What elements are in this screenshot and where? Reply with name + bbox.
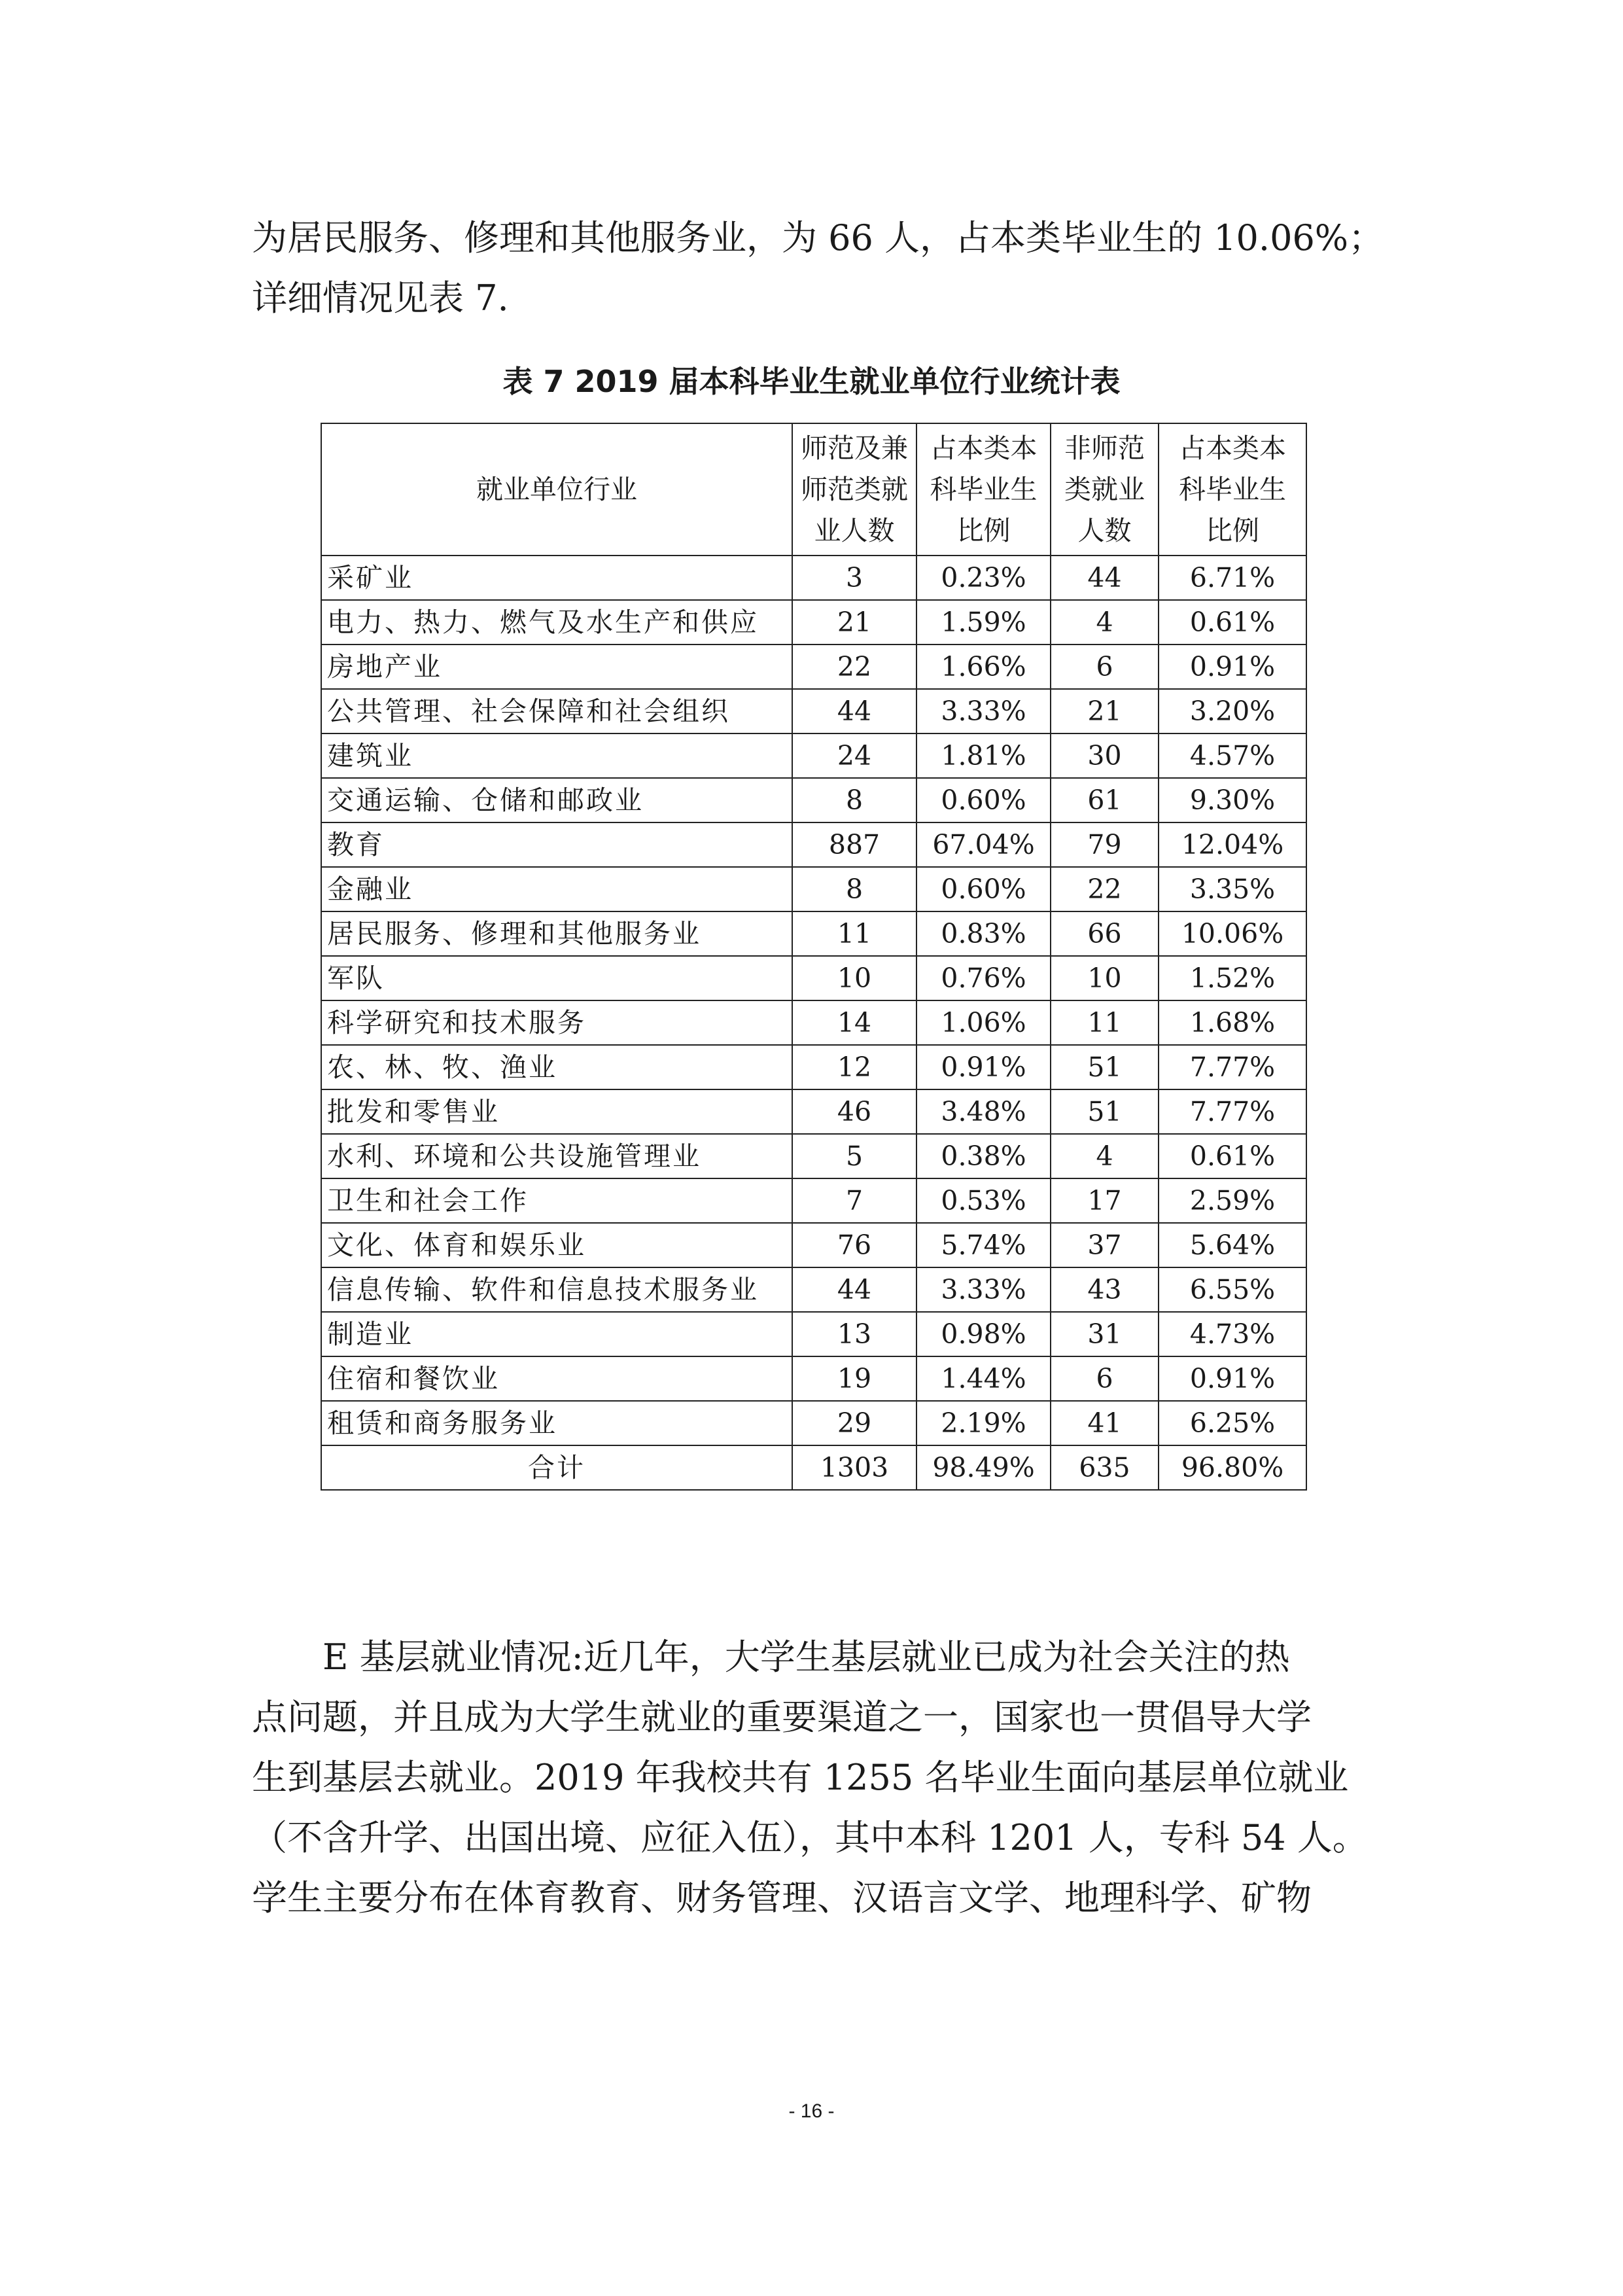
- non-normal-percentage-cell: 4.57%: [1159, 733, 1306, 778]
- normal-count-cell: 44: [792, 689, 916, 733]
- normal-percentage-cell: 3.33%: [916, 1267, 1051, 1312]
- industry-cell: 科学研究和技术服务: [321, 1000, 792, 1045]
- table-row: [321, 556, 1306, 600]
- total-row: [321, 1445, 1306, 1490]
- normal-percentage-cell: 1.59%: [916, 600, 1051, 645]
- table-row: [321, 1134, 1306, 1178]
- non-normal-percentage-cell: 6.71%: [1159, 556, 1306, 600]
- header-normal-percentage: 占本类本 科毕业生 比例: [916, 423, 1051, 556]
- normal-count-cell: 8: [792, 778, 916, 822]
- non-normal-percentage-cell: 3.20%: [1159, 689, 1306, 733]
- normal-count-cell: 1303: [792, 1445, 916, 1490]
- non-normal-count-cell: 51: [1051, 1089, 1159, 1134]
- normal-percentage-cell: 5.74%: [916, 1223, 1051, 1267]
- table-row: [321, 1401, 1306, 1445]
- non-normal-percentage-cell: 6.55%: [1159, 1267, 1306, 1312]
- industry-cell: 合计: [321, 1445, 792, 1490]
- non-normal-percentage-cell: 4.73%: [1159, 1312, 1306, 1356]
- non-normal-count-cell: 43: [1051, 1267, 1159, 1312]
- grassroots-employment-paragraph: [252, 1627, 1380, 1928]
- table-row: [321, 1178, 1306, 1223]
- paragraph-line: 学生主要分布在体育教育、财务管理、汉语言文学、地理科学、矿物: [252, 1877, 1312, 1918]
- normal-count-cell: 8: [792, 867, 916, 911]
- industry-cell: 军队: [321, 956, 792, 1000]
- industry-cell: 公共管理、社会保障和社会组织: [321, 689, 792, 733]
- non-normal-count-cell: 66: [1051, 911, 1159, 956]
- normal-count-cell: 13: [792, 1312, 916, 1356]
- paragraph-line: 点问题，并且成为大学生就业的重要渠道之一，国家也一贯倡导大学: [252, 1697, 1312, 1738]
- normal-count-cell: 22: [792, 645, 916, 689]
- header-non-normal-count: 非师范 类就业 人数: [1051, 423, 1159, 556]
- non-normal-percentage-cell: 7.77%: [1159, 1089, 1306, 1134]
- table-row: [321, 822, 1306, 867]
- non-normal-percentage-cell: 7.77%: [1159, 1045, 1306, 1089]
- normal-percentage-cell: 1.66%: [916, 645, 1051, 689]
- non-normal-percentage-cell: 1.52%: [1159, 956, 1306, 1000]
- normal-count-cell: 11: [792, 911, 916, 956]
- non-normal-percentage-cell: 3.35%: [1159, 867, 1306, 911]
- normal-percentage-cell: 0.83%: [916, 911, 1051, 956]
- industry-cell: 批发和零售业: [321, 1089, 792, 1134]
- normal-percentage-cell: 1.44%: [916, 1356, 1051, 1401]
- non-normal-percentage-cell: 5.64%: [1159, 1223, 1306, 1267]
- table-row: [321, 1356, 1306, 1401]
- normal-percentage-cell: 1.06%: [916, 1000, 1051, 1045]
- non-normal-count-cell: 30: [1051, 733, 1159, 778]
- paragraph-line: 生到基层去就业。2019 年我校共有 1255 名毕业生面向基层单位就业: [252, 1757, 1349, 1798]
- normal-percentage-cell: 0.76%: [916, 956, 1051, 1000]
- table-row: [321, 1045, 1306, 1089]
- intro-line: 详细情况见表 7.: [252, 277, 509, 319]
- non-normal-percentage-cell: 0.61%: [1159, 1134, 1306, 1178]
- industry-cell: 农、林、牧、渔业: [321, 1045, 792, 1089]
- normal-percentage-cell: 2.19%: [916, 1401, 1051, 1445]
- non-normal-count-cell: 22: [1051, 867, 1159, 911]
- normal-count-cell: 29: [792, 1401, 916, 1445]
- non-normal-percentage-cell: 0.91%: [1159, 1356, 1306, 1401]
- normal-count-cell: 3: [792, 556, 916, 600]
- table-row: [321, 733, 1306, 778]
- non-normal-percentage-cell: 1.68%: [1159, 1000, 1306, 1045]
- header-normal-count: 师范及兼 师范类就 业人数: [792, 423, 916, 556]
- normal-percentage-cell: 0.53%: [916, 1178, 1051, 1223]
- non-normal-percentage-cell: 96.80%: [1159, 1445, 1306, 1490]
- non-normal-count-cell: 17: [1051, 1178, 1159, 1223]
- non-normal-percentage-cell: 9.30%: [1159, 778, 1306, 822]
- non-normal-count-cell: 51: [1051, 1045, 1159, 1089]
- non-normal-count-cell: 4: [1051, 600, 1159, 645]
- industry-cell: 采矿业: [321, 556, 792, 600]
- non-normal-count-cell: 37: [1051, 1223, 1159, 1267]
- non-normal-count-cell: 6: [1051, 1356, 1159, 1401]
- non-normal-percentage-cell: 12.04%: [1159, 822, 1306, 867]
- normal-percentage-cell: 0.98%: [916, 1312, 1051, 1356]
- non-normal-count-cell: 4: [1051, 1134, 1159, 1178]
- header-non-normal-percentage: 占本类本 科毕业生 比例: [1159, 423, 1306, 556]
- normal-count-cell: 21: [792, 600, 916, 645]
- non-normal-count-cell: 21: [1051, 689, 1159, 733]
- table-header-row: [321, 423, 1306, 556]
- normal-count-cell: 44: [792, 1267, 916, 1312]
- normal-percentage-cell: 0.91%: [916, 1045, 1051, 1089]
- normal-count-cell: 46: [792, 1089, 916, 1134]
- normal-percentage-cell: 67.04%: [916, 822, 1051, 867]
- paragraph-line: （不含升学、出国出境、应征入伍），其中本科 1201 人，专科 54 人。: [252, 1817, 1368, 1858]
- industry-cell: 住宿和餐饮业: [321, 1356, 792, 1401]
- normal-percentage-cell: 0.60%: [916, 867, 1051, 911]
- non-normal-count-cell: 79: [1051, 822, 1159, 867]
- normal-count-cell: 19: [792, 1356, 916, 1401]
- non-normal-count-cell: 6: [1051, 645, 1159, 689]
- normal-count-cell: 7: [792, 1178, 916, 1223]
- table-row: [321, 645, 1306, 689]
- normal-count-cell: 76: [792, 1223, 916, 1267]
- non-normal-percentage-cell: 2.59%: [1159, 1178, 1306, 1223]
- table-row: [321, 956, 1306, 1000]
- industry-cell: 卫生和社会工作: [321, 1178, 792, 1223]
- non-normal-count-cell: 44: [1051, 556, 1159, 600]
- industry-cell: 金融业: [321, 867, 792, 911]
- industry-cell: 房地产业: [321, 645, 792, 689]
- industry-cell: 居民服务、修理和其他服务业: [321, 911, 792, 956]
- table-row: [321, 867, 1306, 911]
- industry-cell: 文化、体育和娱乐业: [321, 1223, 792, 1267]
- non-normal-count-cell: 31: [1051, 1312, 1159, 1356]
- industry-cell: 交通运输、仓储和邮政业: [321, 778, 792, 822]
- table-title: 表 7 2019 届本科毕业生就业单位行业统计表: [502, 364, 1121, 399]
- non-normal-percentage-cell: 6.25%: [1159, 1401, 1306, 1445]
- normal-percentage-cell: 3.48%: [916, 1089, 1051, 1134]
- normal-count-cell: 14: [792, 1000, 916, 1045]
- table-row: [321, 1089, 1306, 1134]
- non-normal-count-cell: 635: [1051, 1445, 1159, 1490]
- page-number: - 16 -: [788, 2100, 835, 2122]
- normal-count-cell: 24: [792, 733, 916, 778]
- table-row: [321, 1000, 1306, 1045]
- non-normal-percentage-cell: 10.06%: [1159, 911, 1306, 956]
- table-row: [321, 911, 1306, 956]
- intro-line: 为居民服务、修理和其他服务业，为 66 人，占本类毕业生的 10.06%；: [252, 217, 1384, 258]
- non-normal-percentage-cell: 0.91%: [1159, 645, 1306, 689]
- table-body: [321, 556, 1306, 1490]
- header-industry: 就业单位行业: [321, 423, 792, 556]
- normal-percentage-cell: 0.38%: [916, 1134, 1051, 1178]
- normal-percentage-cell: 3.33%: [916, 689, 1051, 733]
- non-normal-count-cell: 41: [1051, 1401, 1159, 1445]
- normal-count-cell: 12: [792, 1045, 916, 1089]
- normal-count-cell: 10: [792, 956, 916, 1000]
- industry-cell: 信息传输、软件和信息技术服务业: [321, 1267, 792, 1312]
- industry-cell: 制造业: [321, 1312, 792, 1356]
- industry-cell: 租赁和商务服务业: [321, 1401, 792, 1445]
- industry-cell: 电力、热力、燃气及水生产和供应: [321, 600, 792, 645]
- table-row: [321, 1312, 1306, 1356]
- intro-paragraph: [252, 208, 1384, 328]
- non-normal-count-cell: 10: [1051, 956, 1159, 1000]
- table-row: [321, 1267, 1306, 1312]
- normal-count-cell: 887: [792, 822, 916, 867]
- industry-statistics-table: [321, 423, 1307, 1491]
- non-normal-count-cell: 11: [1051, 1000, 1159, 1045]
- normal-percentage-cell: 0.23%: [916, 556, 1051, 600]
- table-row: [321, 689, 1306, 733]
- non-normal-count-cell: 61: [1051, 778, 1159, 822]
- normal-percentage-cell: 0.60%: [916, 778, 1051, 822]
- table-row: [321, 600, 1306, 645]
- industry-cell: 教育: [321, 822, 792, 867]
- industry-cell: 水利、环境和公共设施管理业: [321, 1134, 792, 1178]
- table-row: [321, 1223, 1306, 1267]
- table-row: [321, 778, 1306, 822]
- normal-count-cell: 5: [792, 1134, 916, 1178]
- normal-percentage-cell: 98.49%: [916, 1445, 1051, 1490]
- industry-cell: 建筑业: [321, 733, 792, 778]
- non-normal-percentage-cell: 0.61%: [1159, 600, 1306, 645]
- normal-percentage-cell: 1.81%: [916, 733, 1051, 778]
- paragraph-line: E 基层就业情况:近几年，大学生基层就业已成为社会关注的热: [323, 1636, 1290, 1678]
